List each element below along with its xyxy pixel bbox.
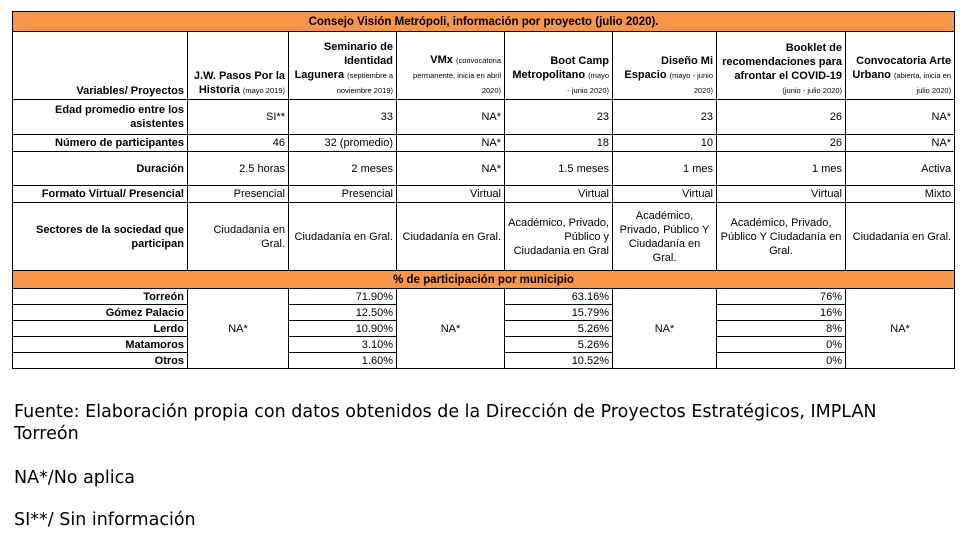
municipality-label: Otros: [13, 353, 188, 369]
project-name: Seminario de Identidad Lagunera: [294, 41, 393, 81]
municipality-label: Torreón: [13, 289, 188, 305]
project-header: [397, 32, 505, 100]
table-cell: 16%: [717, 305, 846, 321]
participation-title: % de participación por municipio: [13, 271, 955, 289]
table-cell: Mixto: [846, 186, 955, 203]
table-cell: 10.90%: [289, 321, 397, 337]
table-cell: 2 meses: [289, 152, 397, 186]
project-header: [505, 32, 613, 100]
table-cell: Ciudadanía en Gral.: [846, 203, 955, 271]
table-cell: 23: [505, 100, 613, 135]
table-cell: Académico, Privado, Público Y Ciudadanía en Gral.: [717, 203, 846, 271]
table-cell: 3.10%: [289, 337, 397, 353]
project-note: (mayo 2019): [242, 86, 285, 95]
table-cell: Ciudadanía en Gral.: [397, 203, 505, 271]
row-label: Duración: [13, 152, 188, 186]
table-cell: Activa: [846, 152, 955, 186]
table-row: [13, 203, 955, 271]
table-cell: Ciudadanía en Gral.: [188, 203, 289, 271]
row-label: Formato Virtual/ Presencial: [13, 186, 188, 203]
table-cell: SI**: [188, 100, 289, 135]
table-cell: NA*: [846, 135, 955, 152]
project-note: (mayo - junio 2020): [669, 71, 713, 95]
table-cell: 46: [188, 135, 289, 152]
source-note: Fuente: Elaboración propia con datos obtenidos de la Dirección de Proyectos Estratégicos, IMPLAN Torreón: [14, 402, 877, 444]
table-cell: NA*: [397, 100, 505, 135]
table-cell: 1.5 meses: [505, 152, 613, 186]
table-cell: 0%: [717, 337, 846, 353]
table-cell: 12.50%: [289, 305, 397, 321]
project-note: (junio - julio 2020): [782, 86, 842, 95]
si-note: SI**/ Sin información: [14, 510, 196, 530]
table-cell: 33: [289, 100, 397, 135]
table-cell: Académico, Privado, Público y Ciudadanía en Gral: [505, 203, 613, 271]
table-cell: NA*: [846, 100, 955, 135]
table-cell: Virtual: [505, 186, 613, 203]
na-cell: NA*: [397, 289, 505, 369]
project-name: Booklet de recomendaciones para afrontar el COVID-19: [722, 42, 842, 82]
table-cell: 23: [613, 100, 717, 135]
project-note: (convocatoria permanente, inicia en abril 2020): [413, 56, 501, 95]
table-row: [13, 100, 955, 135]
project-note: (septiembre a noviembre 2019): [336, 71, 393, 95]
na-cell: NA*: [613, 289, 717, 369]
project-header: [289, 32, 397, 100]
project-header: [717, 32, 846, 100]
row-label: Sectores de la sociedad que participan: [13, 203, 188, 271]
row-label: Edad promedio entre los asistentes: [13, 100, 188, 135]
na-cell: NA*: [188, 289, 289, 369]
municipality-label: Matamoros: [13, 337, 188, 353]
na-cell: NA*: [846, 289, 955, 369]
table-cell: NA*: [397, 135, 505, 152]
corner-label: Variables/ Proyectos: [13, 32, 188, 100]
table-cell: 32 (promedio): [289, 135, 397, 152]
table-cell: 0%: [717, 353, 846, 369]
table-cell: 5.26%: [505, 337, 613, 353]
project-name: Boot Camp Metropolitano: [512, 55, 609, 81]
table-cell: 10: [613, 135, 717, 152]
table-cell: 15.79%: [505, 305, 613, 321]
municipality-label: Gómez Palacio: [13, 305, 188, 321]
table-row: [13, 135, 955, 152]
table-cell: Virtual: [613, 186, 717, 203]
table-cell: Presencial: [289, 186, 397, 203]
table-cell: Presencial: [188, 186, 289, 203]
project-note: (mayo - junio 2020): [567, 71, 609, 95]
table-row: [13, 289, 955, 305]
table-cell: 26: [717, 100, 846, 135]
table-cell: 1.60%: [289, 353, 397, 369]
table-cell: 2.5 horas: [188, 152, 289, 186]
project-header: [188, 32, 289, 100]
table-cell: 1 mes: [717, 152, 846, 186]
table-cell: 76%: [717, 289, 846, 305]
table-title: Consejo Visión Metrópoli, información por proyecto (julio 2020).: [13, 12, 955, 32]
table-cell: 5.26%: [505, 321, 613, 337]
row-label: Número de participantes: [13, 135, 188, 152]
table-cell: Virtual: [397, 186, 505, 203]
project-name: Convocatoria Arte Urbano: [852, 55, 952, 81]
projects-table: [12, 11, 955, 369]
table-cell: 18: [505, 135, 613, 152]
table-cell: Virtual: [717, 186, 846, 203]
na-note: NA*/No aplica: [14, 468, 135, 488]
project-name: Diseño Mi Espacio: [624, 55, 713, 81]
table-row: [13, 152, 955, 186]
table-cell: 71.90%: [289, 289, 397, 305]
municipality-label: Lerdo: [13, 321, 188, 337]
project-header: [613, 32, 717, 100]
table-cell: Ciudadanía en Gral.: [289, 203, 397, 271]
table-row: [13, 186, 955, 203]
project-name: VMx: [430, 54, 453, 66]
table-cell: 26: [717, 135, 846, 152]
table-cell: NA*: [397, 152, 505, 186]
table-cell: 1 mes: [613, 152, 717, 186]
table-cell: 10.52%: [505, 353, 613, 369]
project-name: J.W. Pasos Por la Historia: [193, 70, 285, 96]
table-cell: Académico, Privado, Público Y Ciudadanía en Gral.: [613, 203, 717, 271]
table-cell: 63.16%: [505, 289, 613, 305]
project-header: [846, 32, 955, 100]
project-note: (abierta, inicia en julio 2020): [893, 71, 952, 95]
table-cell: 8%: [717, 321, 846, 337]
